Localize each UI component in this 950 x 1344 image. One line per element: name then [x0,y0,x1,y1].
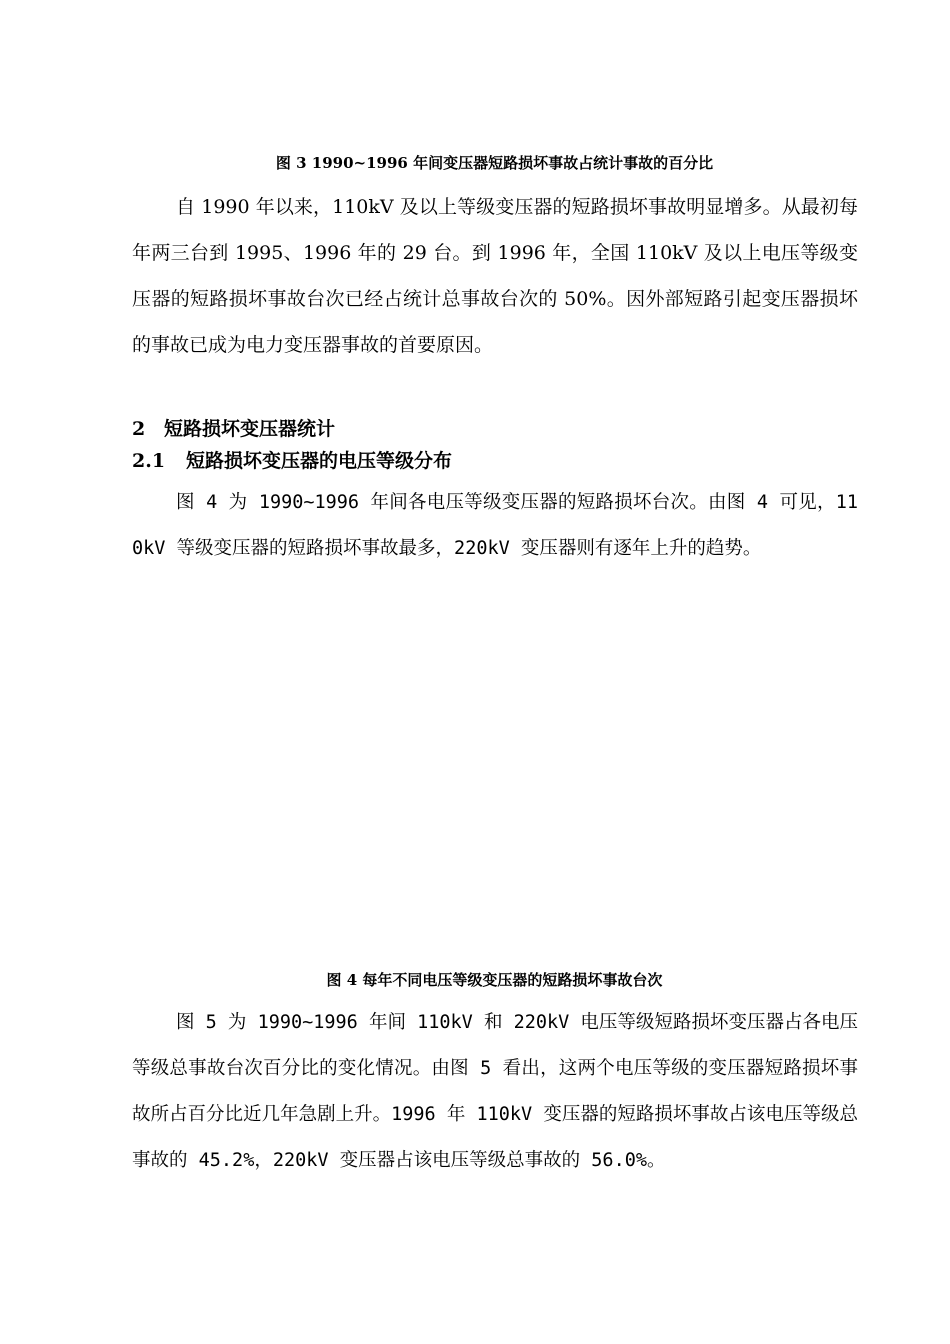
section-2-number: 2 [132,418,146,440]
section-2-title: 短路损坏变压器统计 [164,418,336,440]
section-2-1-title: 短路损坏变压器的电压等级分布 [186,450,453,472]
paragraph-2: 图 4 为 1990~1996 年间各电压等级变压器的短路损坏台次。由图 4 可见，110kV 等级变压器的短路损坏事故最多，220kV 变压器则有逐年上升的趋势。 [132,492,858,559]
section-2-1-number: 2.1 [132,450,166,472]
section-2-1-heading [132,448,452,474]
section-2-heading [132,416,335,442]
figure-4-caption: 图 4 每年不同电压等级变压器的短路损坏事故台次 [326,971,663,989]
paragraph-1: 自 1990 年以来，110kV 及以上等级变压器的短路损坏事故明显增多。从最初每年两三台到 1995、1996 年的 29 台。到 1996 年，全国 110kV 及以上电压等级变压器的短路损坏事故台次已经占统计总事故台次的 50%。因外部短路引起变压器损坏的事故已成为电力变压器事故的首要原因。 [132,196,858,356]
figure-3-caption: 图 3 1990~1996 年间变压器短路损坏事故占统计事故的百分比 [275,154,714,172]
paragraph-3: 图 5 为 1990~1996 年间 110kV 和 220kV 电压等级短路损坏变压器占各电压等级总事故台次百分比的变化情况。由图 5 看出，这两个电压等级的变压器短路损坏事故所占百分比近几年急剧上升。1996 年 110kV 变压器的短路损坏事故占该电压等级总事故的 45.2%，220kV 变压器占该电压等级总事故的 56.0%。 [132,1012,858,1171]
